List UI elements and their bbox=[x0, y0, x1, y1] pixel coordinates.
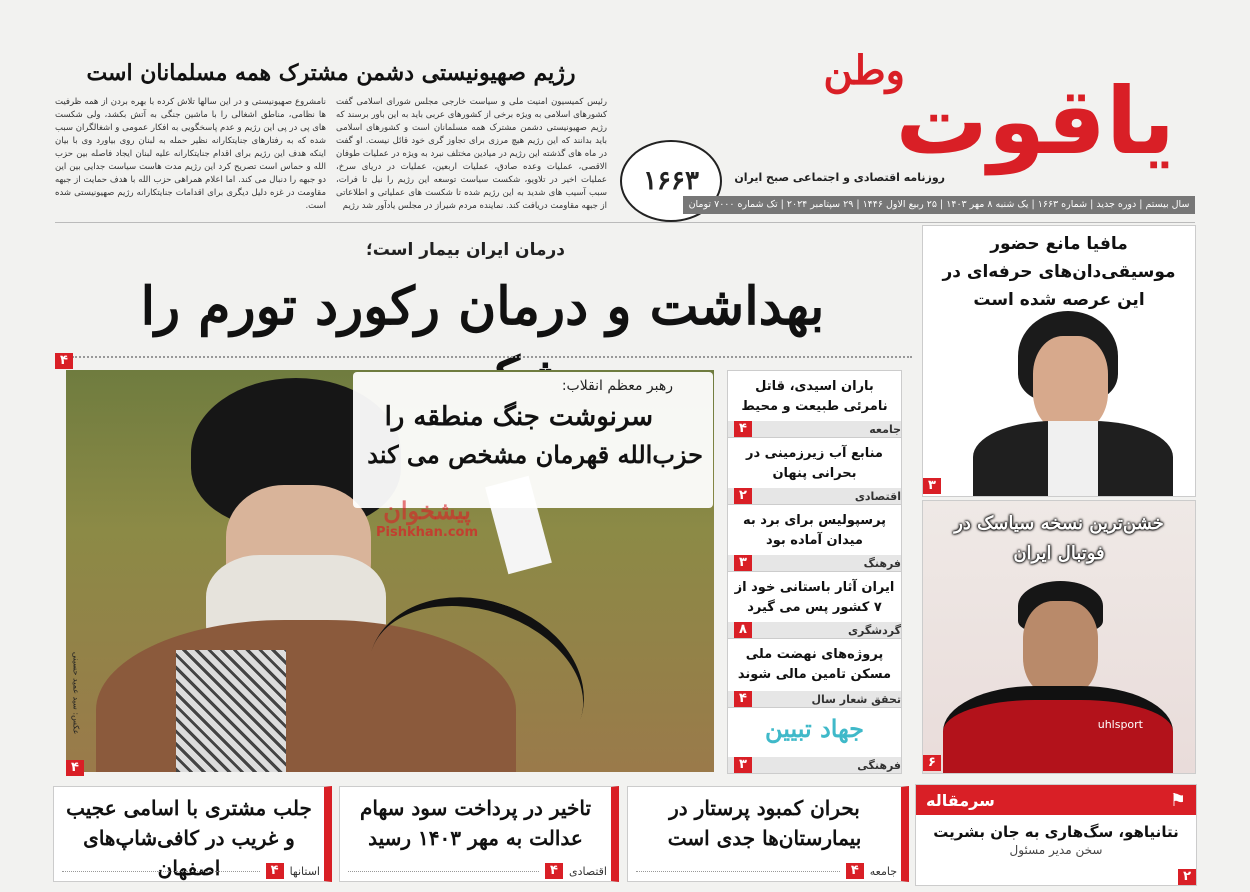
sidebar-item-title: پرسپولیس برای برد به میدان آماده بود bbox=[742, 513, 887, 548]
newspaper-tagline: روزنامه اقتصادی و اجتماعی صبح ایران bbox=[734, 171, 945, 184]
sidebar-item-1[interactable] bbox=[727, 370, 902, 438]
sidebar-item-page: ۴ bbox=[734, 691, 752, 707]
main-headline-kicker: درمان ایران بیمار است؛ bbox=[365, 240, 565, 260]
sidebar-item-title: پروژه‌های نهضت ملی مسکن تامین مالی شوند bbox=[737, 647, 892, 682]
sidebar-item-2[interactable] bbox=[727, 437, 902, 505]
sidebar-item-3[interactable] bbox=[727, 504, 902, 572]
footballer-face bbox=[1023, 601, 1098, 696]
sidebar-item-title: باران اسیدی، قاتل نامرئی طبیعت و محیط bbox=[741, 379, 888, 414]
sidebar-logo-page: ۳ bbox=[734, 757, 752, 773]
photo-story-overlay bbox=[353, 372, 713, 508]
bottom-story-page: ۴ bbox=[846, 863, 864, 879]
photo-story-page: ۴ bbox=[66, 756, 84, 776]
right-story-1[interactable] bbox=[922, 225, 1196, 497]
header-divider bbox=[55, 222, 1195, 223]
bottom-story-page: ۴ bbox=[545, 863, 563, 879]
footballer-jersey bbox=[943, 686, 1173, 774]
sidebar-item-5[interactable] bbox=[727, 638, 902, 708]
logo-subtitle: وطن bbox=[823, 47, 905, 94]
sidebar-item-category: اقتصادی bbox=[854, 489, 901, 503]
musician-shirt bbox=[1048, 421, 1098, 497]
editorial-author: سخن مدیر مسئول bbox=[1009, 843, 1103, 857]
top-story-title[interactable]: رژیم صهیونیستی دشمن مشترک همه مسلمانان است bbox=[86, 60, 576, 86]
right-story-2[interactable] bbox=[922, 500, 1196, 774]
main-headline-rule bbox=[72, 356, 912, 358]
editorial-title: نتانیاهو، سگ‌هاری به جان بشریت bbox=[933, 823, 1179, 841]
sidebar-logo-box[interactable] bbox=[727, 707, 902, 774]
top-story bbox=[55, 58, 607, 218]
top-story-col1: رئیس کمیسیون امنیت ملی و سیاست خارجی مجلس شورای اسلامی گفت کشورهای اسلامی به ویژه برخی از کشورهای عربی باید به این باور برسند که رژیم صهیونیستی دشمن مشترک همه مسلمانان است و کشورهای اسلامی باید بدانند که این رژیم هیچ مرزی برای تجاوز گری خود قائل نیست. او گفت در ماه های گذشته این رژیم در میادین مختلف نبرد به ویژه در عملیات طوفان الاقصی، عملیات وعده صادق، عملیات اربعین، عملیات در دریای سرخ، عملیات اخیر در تلاویو، شکست سیاست توسعه این رژیم را نیل تا فرات، سبب آسیب های شدید به این رژیم شده تا شکست های عملیاتی و اطلاعاتی از جبهه مقاومت دریافت کند. نماینده مردم شیراز در مجلس یادآور شد رژیم bbox=[336, 97, 607, 211]
watermark-fa: پیشخوان bbox=[383, 496, 471, 525]
watermark bbox=[376, 496, 478, 540]
photo-story-line1[interactable]: سرنوشت جنگ منطقه را bbox=[384, 402, 653, 432]
sidebar-item-4[interactable] bbox=[727, 571, 902, 639]
newspaper-logo: یاقوت bbox=[895, 68, 1175, 175]
watermark-en: Pishkhan.com bbox=[376, 525, 479, 540]
bottom-story-1[interactable] bbox=[627, 786, 909, 882]
musician-face bbox=[1033, 336, 1108, 431]
sidebar-item-page: ۲ bbox=[734, 488, 752, 504]
bottom-story-3[interactable] bbox=[53, 786, 332, 882]
sidebar-item-page: ۸ bbox=[734, 622, 752, 638]
sidebar-item-category: تحقق شعار سال bbox=[811, 692, 901, 706]
photo-credit: عکس: سید عمید حسینی bbox=[71, 651, 81, 735]
bottom-story-title: جلب مشتری با اسامی عجیب و غریب در کافی‌شاپ‌های اصفهان bbox=[66, 796, 312, 880]
editorial-label: سرمقاله bbox=[926, 790, 995, 810]
bottom-story-category: اقتصادی bbox=[568, 864, 607, 878]
sidebar-item-category: جامعه bbox=[869, 422, 901, 436]
sidebar-item-title: منابع آب زیرزمینی در بحرانی پنهان bbox=[745, 446, 883, 481]
bottom-story-category: استانها bbox=[289, 864, 320, 878]
right-story-2-page: ۶ bbox=[923, 751, 941, 771]
masthead bbox=[715, 45, 1195, 195]
musician-photo bbox=[963, 301, 1183, 496]
sidebar-logo-category: فرهنگی bbox=[857, 758, 901, 772]
editorial-box[interactable] bbox=[915, 784, 1197, 886]
sidebar-item-category: گردشگری bbox=[847, 623, 901, 637]
editorial-header bbox=[916, 785, 1196, 815]
sidebar-item-page: ۴ bbox=[734, 421, 752, 437]
bottom-story-title: بحران کمبود پرستار در بیمارستان‌ها جدی است bbox=[667, 796, 862, 850]
bottom-story-2[interactable] bbox=[339, 786, 619, 882]
top-story-col2: نامشروع صهیونیستی و در این سالها تلاش کرده با بهره بردن از همه ظرفیت ها نظامی، مناطق اشغالی را با ماشین جنگی به آتش بکشد، ولی شکست های پی در پی این رژیم و عدم پاسخگویی به افکار عمومی و اشغالگران سبب شده که به رفتارهای جنایتکارانه نظیر حمله به لبنان روی بیاورد وی با بیان اینکه هدف این رژیم برای اقدام جنایتکارانه علیه لبنان ایجاد فاصله بین حزب الله و حماس است تصریح کرد این رژیم مدت هاست سیاست جدایی بین این دو جبهه را دنبال می کند. اما اعلام همراهی حزب الله با هدف حمایت از جبهه مقاومت در غزه دلیل دیگری برای اقدامات جنایتکارانه رژیم صهیونیستی شده است. bbox=[55, 97, 326, 211]
jahad-tabyin-logo: جهاد تبیین bbox=[765, 714, 864, 743]
jersey-brand: uhlsport bbox=[1097, 718, 1143, 731]
right-story-2-title: خشن‌ترین نسخه سیاسک در فوتبال ایران bbox=[954, 513, 1164, 564]
photo-story-kicker: رهبر معظم انقلاب: bbox=[561, 378, 673, 394]
issue-number: ۱۶۶۳ bbox=[643, 166, 699, 196]
sidebar-item-title: ایران آثار باستانی خود از ۷ کشور پس می گیرد bbox=[734, 580, 895, 615]
sidebar-item-category: فرهنگ bbox=[863, 556, 901, 570]
photo-story-line2[interactable]: حزب‌الله قهرمان مشخص می کند bbox=[367, 440, 703, 469]
sidebar-item-page: ۳ bbox=[734, 555, 752, 571]
right-story-1-page: ۳ bbox=[923, 474, 941, 494]
main-headline-page: ۴ bbox=[55, 349, 73, 369]
main-headline-title[interactable]: بهداشت و درمان رکورد تورم را bbox=[140, 276, 825, 337]
bottom-story-title: تاخیر در پرداخت سود سهام عدالت به مهر ۱۴۰۳ رسید bbox=[359, 796, 592, 850]
figure-scarf bbox=[176, 650, 286, 772]
right-story-1-title: مافیا مانع حضور موسیقی‌دان‌های حرفه‌ای در این عرصه شده است bbox=[942, 234, 1176, 310]
editorial-page: ۲ bbox=[1178, 865, 1196, 885]
bottom-story-category: جامعه bbox=[869, 864, 897, 878]
masthead-info-bar: سال بیستم | دوره جدید | شماره ۱۶۶۳ | یک شنبه ۸ مهر ۱۴۰۳ | ۲۵ ربیع الاول ۱۴۴۶ | ۲۹ سپتامبر ۲۰۲۴ | تک شماره ۷۰۰۰ تومان bbox=[683, 196, 1195, 214]
editorial-flag-icon: ⚑ bbox=[1169, 789, 1186, 811]
bottom-story-page: ۴ bbox=[266, 863, 284, 879]
